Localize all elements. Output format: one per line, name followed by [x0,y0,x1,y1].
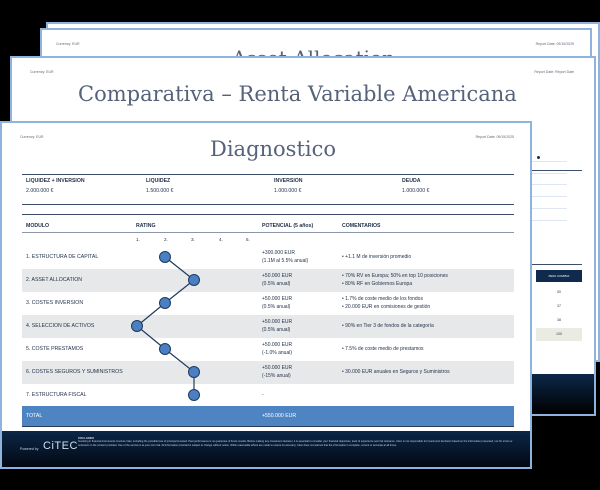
side-table-header: PESO COMPRA [536,270,582,282]
total-value: +550.000 EUR [262,413,297,419]
kpi-inversion [274,178,303,194]
divider [22,204,514,205]
header-comments: COMENTARIOS [342,223,381,229]
currency-label: Currency: EUR [30,70,54,74]
rating-scale-1: 1. [136,237,140,242]
kpi-value: 1.500.000 € [146,188,174,194]
potential-value: +50.000 EUR [262,273,293,279]
gridline [532,161,567,162]
chart-dot [537,156,540,159]
currency-label: Currency: EUR [20,135,44,139]
table-row [22,315,514,338]
divider [22,232,514,233]
potential-note: (-15% anual) [262,373,291,379]
potential-value: +50.000 EUR [262,342,293,348]
rating-scale-3: 3. [191,237,195,242]
table-row [22,292,514,315]
potential-cell [262,295,292,311]
potential-note: (0.5% anual) [262,304,291,310]
potential-note: (0.5% anual) [262,327,291,333]
currency-label: Currency: EUR [56,42,80,46]
table-row [22,384,514,407]
module-name: 1. ESTRUCTURA DE CAPITAL [26,254,99,260]
divider [22,426,514,427]
potential-value: +50.000 EUR [262,365,293,371]
kpi-label: INVERSION [274,178,303,184]
gridline [532,184,567,185]
page-title: Diagnostico [210,137,337,161]
header-module: MODULO [26,223,50,229]
potential-cell [262,391,264,399]
kpi-liquidez-inversion [26,178,85,194]
potential-value: - [262,392,264,398]
potential-cell [262,364,292,380]
potential-note: (0.5% anual) [262,281,291,287]
report-date: Report Date: 09/15/2025 [475,135,514,139]
comment-line: • +1.1 M de inversión promedio [342,254,412,260]
divider [22,214,514,215]
kpi-label: DEUDA [402,178,421,184]
gridline [532,196,567,197]
page-title: Comparativa – Renta Variable Americana [78,82,517,106]
comments-cell [342,368,450,376]
kpi-deuda [402,178,429,194]
total-row [22,406,514,426]
gridline [532,220,567,221]
potential-cell [262,272,292,288]
table-row [22,338,514,361]
disclaimer [78,437,518,447]
comments-cell [342,295,430,311]
table-row [22,269,514,292]
table-row [22,246,514,269]
gridline [532,208,567,209]
comments-cell [342,272,448,288]
rating-scale-5: 5. [246,237,250,242]
footer [2,431,532,469]
kpi-value: 1.000.000 € [402,188,430,194]
kpi-label: LIQUIDEZ [146,178,171,184]
potential-cell [262,249,308,265]
potential-value: +50.000 EUR [262,319,293,325]
gridline [532,173,567,174]
potential-note: (-1.0% anual) [262,350,293,356]
comment-line: • 30.000 EUR anuales en Seguros y Suministros [342,369,450,375]
side-table-cell: 50 [557,290,561,294]
side-table-cell: 37 [557,304,561,308]
potential-cell [262,318,292,334]
comments-cell [342,253,411,261]
module-name: 6. COSTES SEGUROS Y SUMINISTROS [26,369,123,375]
module-name: 4. SELECCION DE ACTIVOS [26,323,95,329]
rating-scale-4: 4. [219,237,223,242]
table-row [22,361,514,384]
module-name: 7. ESTRUCTURA FISCAL [26,392,87,398]
divider [532,170,582,171]
potential-note: (1.1M al 5.5% anual) [262,258,309,264]
report-date: Report Date: 09/15/2025 [535,42,574,46]
diagnostico-page[interactable] [0,121,532,469]
report-date: Report Date: Report Date [534,70,574,74]
kpi-value: 1.000.000 € [274,188,302,194]
header-potential: POTENCIAL (5 años) [262,223,314,229]
citec-logo: CiTEC [43,440,78,452]
divider [532,264,582,265]
side-table-cell: 38 [557,318,561,322]
comment-line: • 70% RV en Europa; 50% en top 10 posiciones [342,273,448,279]
comment-line: • 7.5% de coste medio de prestamos [342,346,424,352]
module-name: 2. ASSET ALLOCATION [26,277,83,283]
disclaimer-title: DISCLAIMER [78,437,95,440]
rating-scale-2: 2. [164,237,168,242]
header-rating: RATING [136,223,156,229]
comment-line: • 1.7% de coste medio de los fondos [342,296,423,302]
comments-cell [342,345,424,353]
comment-line: • 90% en Tier 3 de fondos de la categoría [342,323,434,329]
comment-line: • 80% RF en Gobiernos Europa [342,281,413,287]
total-label: TOTAL [26,413,43,419]
kpi-liquidez [146,178,173,194]
disclaimer-text: Investing in financial instruments involves risks, including the possible loss of principal invested. Past performance is no guarantee of future results. Before making any investment decision, it is essential to consider your financial objectives, level of experience and risk tolerance. Citec is not responsible for investment decisions based on the information presented, nor for errors or omissions in the content provided. Use of the service is at your own risk. All information provided is subject to change without notice. While reasonable efforts are made to ensure its accuracy, Citec does not warrant that the information is complete, current or accurate at all times. [78,440,513,447]
divider [22,174,514,175]
comment-line: • 20.000 EUR en comisiones de gestión [342,304,431,310]
module-name: 5. COSTE PRESTAMOS [26,346,84,352]
powered-by-label: Powered by [20,447,39,451]
kpi-label: LIQUIDEZ + INVERSION [26,178,85,184]
comments-cell [342,322,434,330]
potential-value: +50.000 EUR [262,296,293,302]
potential-value: +300.000 EUR [262,250,295,256]
kpi-value: 2.000.000 € [26,188,54,194]
potential-cell [262,341,292,357]
module-name: 3. COSTES INVERSION [26,300,84,306]
side-table-cell-total: 100 [536,328,582,341]
